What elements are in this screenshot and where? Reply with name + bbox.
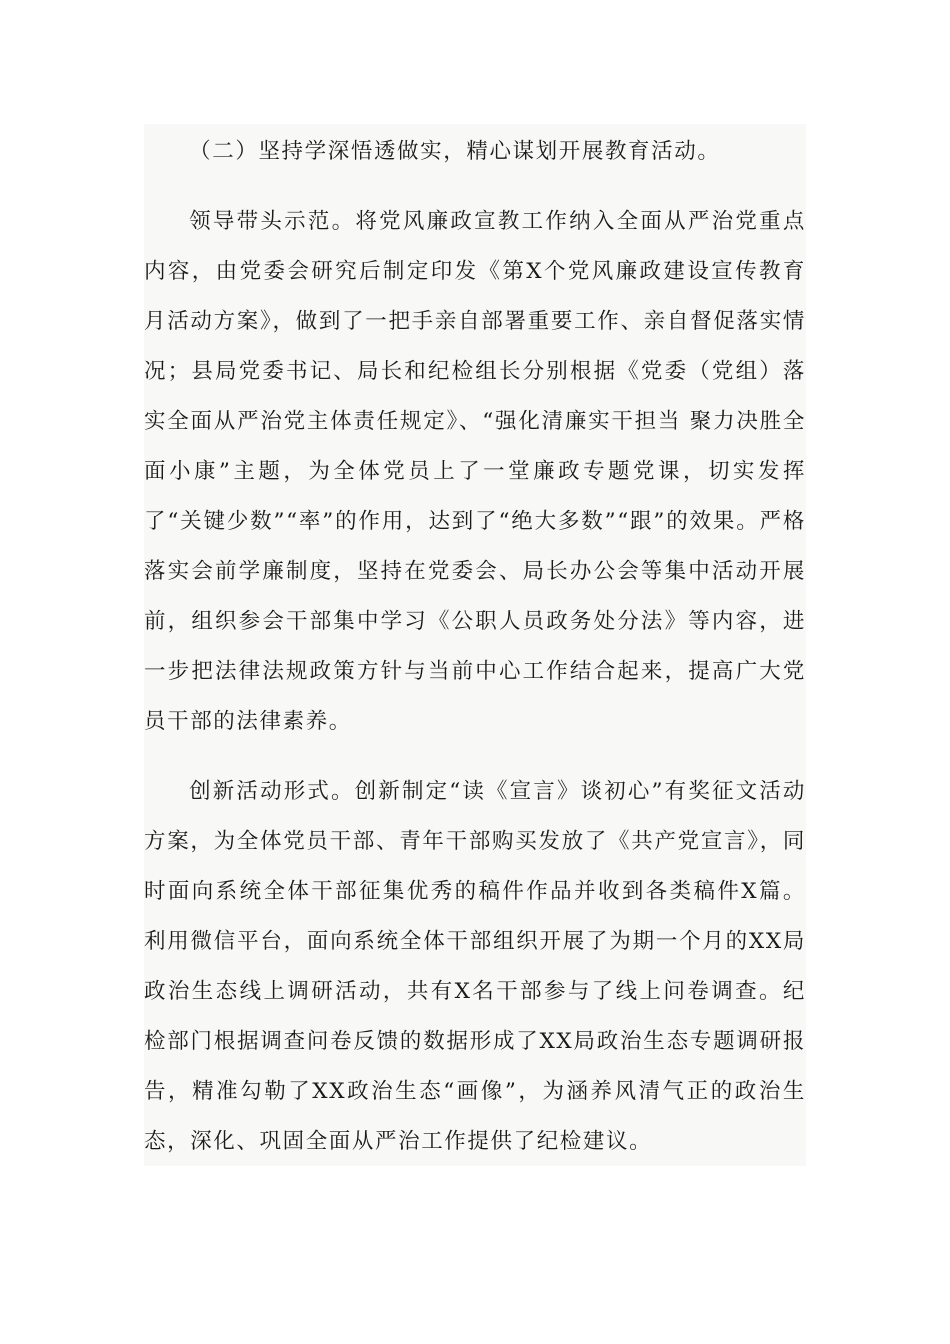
section-heading: （二）坚持学深悟透做实，精心谋划开展教育活动。 xyxy=(189,139,721,164)
paragraph-leadership: 领导带头示范。将党风廉政宣教工作纳入全面从严治党重点内容，由党委会研究后制定印发《第X个党风廉政建设宣传教育月活动方案》，做到了一把手亲自部署重要工作、亲自督促落实情况；县局党委书记、局长和纪检组长分别根据《党委（党组）落实全面从严治党主体责任规定》、“强化清廉实干担当 聚力决胜全面小康”主题，为全体党员上了一堂廉政专题党课，切实发挥了“关键少数”“率”的作用，达到了“绝大多数”“跟”的效果。严格落实会前学廉制度，坚持在党委会、局长办公会等集中活动开展前，组织参会干部集中学习《公职人员政务处分法》等内容，进一步把法律法规政策方针与当前中心工作结合起来，提高广大党员干部的法律素养。 xyxy=(144,209,806,734)
paragraph-innovation: 创新活动形式。创新制定“读《宣言》谈初心”有奖征文活动方案，为全体党员干部、青年干部购买发放了《共产党宣言》，同时面向系统全体干部征集优秀的稿件作品并收到各类稿件X篇。利用微信平台，面向系统全体干部组织开展了为期一个月的XX局政治生态线上调研活动，共有X名干部参与了线上问卷调查。纪检部门根据调查问卷反馈的数据形成了XX局政治生态专题调研报告，精准勾勒了XX政治生态“画像”，为涵养风清气正的政治生态，深化、巩固全面从严治工作提供了纪检建议。 xyxy=(144,779,806,1154)
